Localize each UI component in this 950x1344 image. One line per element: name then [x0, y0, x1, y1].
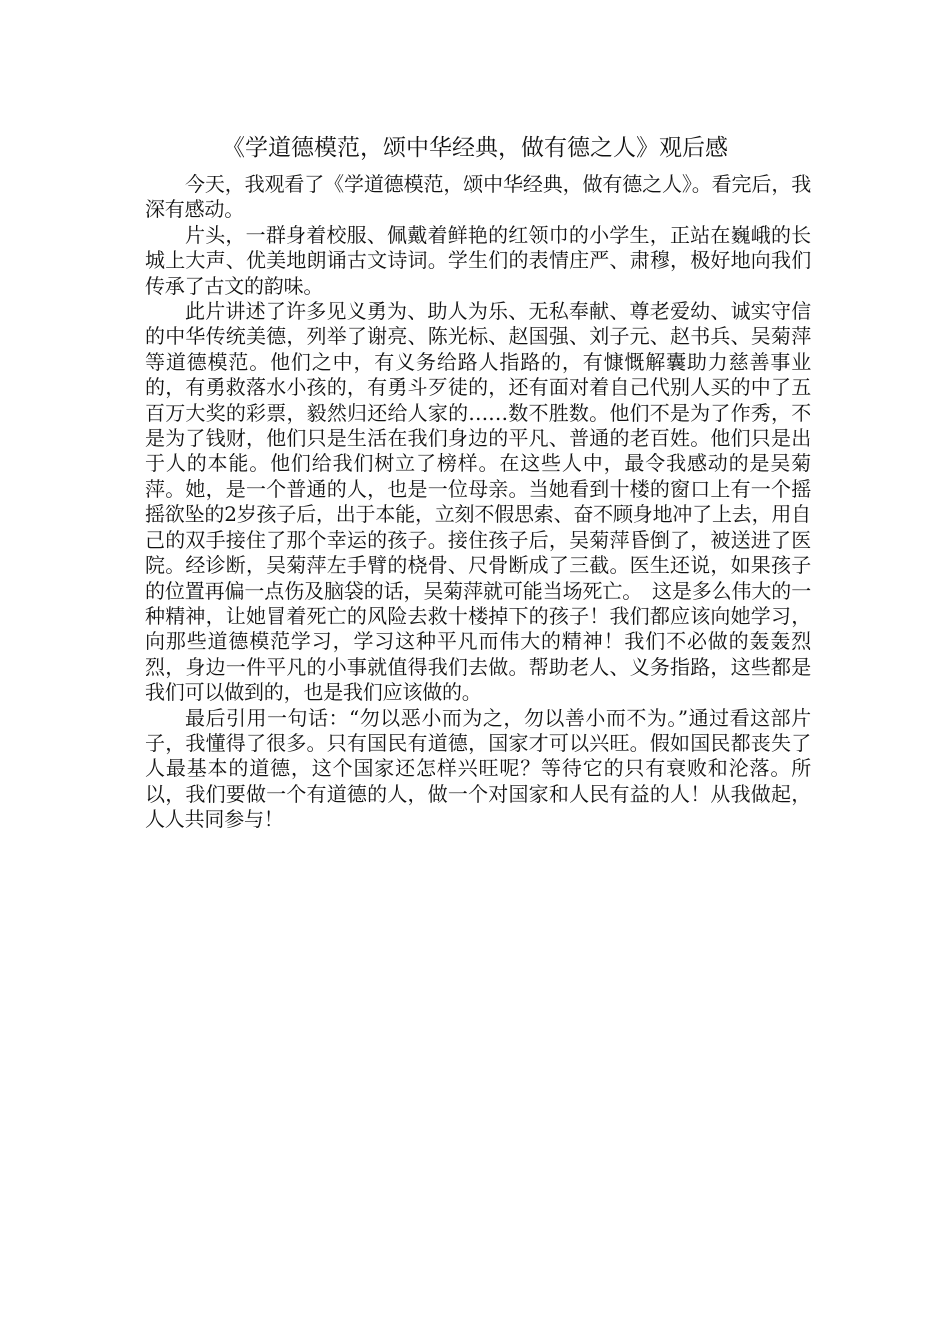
paragraph-opening-scene: 片头，一群身着校服、佩戴着鲜艳的红领巾的小学生，正站在巍峨的长城上大声、优美地朗诵古文诗词。学生们的表情庄严、肃穆，极好地向我们传承了古文的韵味。	[145, 222, 811, 298]
document-title: 《学道德模范，颂中华经典，做有德之人》观后感	[222, 135, 728, 161]
paragraph-conclusion: 最后引用一句话：“勿以恶小而为之，勿以善小而不为。”通过看这部片子，我懂得了很多。只有国民有道德，国家才可以兴旺。假如国民都丧失了人最基本的道德，这个国家还怎样兴旺呢？等待它的只有衰败和沦落。所以，我们要做一个有道德的人，做一个对国家和人民有益的人！从我做起，人人共同参与！	[145, 705, 811, 832]
paragraph-intro: 今天，我观看了《学道德模范，颂中华经典，做有德之人》。看完后，我深有感动。	[145, 172, 811, 222]
paragraph-moral-models: 此片讲述了许多见义勇为、助人为乐、无私奉献、尊老爱幼、诚实守信的中华传统美德，列举了谢亮、陈光标、赵国强、刘子元、赵书兵、吴菊萍等道德模范。他们之中，有义务给路人指路的，有慷慨解囊助力慈善事业的，有勇救落水小孩的，有勇斗歹徒的，还有面对着自己代别人买的中了五百万大奖的彩票，毅然归还给人家的……数不胜数。他们不是为了作秀，不是为了钱财，他们只是生活在我们身边的平凡、普通的老百姓。他们只是出于人的本能。他们给我们树立了榜样。在这些人中，最令我感动的是吴菊萍。她，是一个普通的人，也是一位母亲。当她看到十楼的窗口上有一个摇摇欲坠的2岁孩子后，出于本能，立刻不假思索、奋不顾身地冲了上去，用自己的双手接住了那个幸运的孩子。接住孩子后，吴菊萍昏倒了，被送进了医院。经诊断，吴菊萍左手臂的桡骨、尺骨断成了三截。医生还说，如果孩子的位置再偏一点伤及脑袋的话，吴菊萍就可能当场死亡。 这是多么伟大的一种精神，让她冒着死亡的风险去救十楼掉下的孩子！我们都应该向她学习，向那些道德模范学习，学习这种平凡而伟大的精神！我们不必做的轰轰烈烈，身边一件平凡的小事就值得我们去做。帮助老人、义务指路，这些都是我们可以做到的，也是我们应该做的。	[145, 299, 811, 705]
document-body	[145, 172, 811, 833]
